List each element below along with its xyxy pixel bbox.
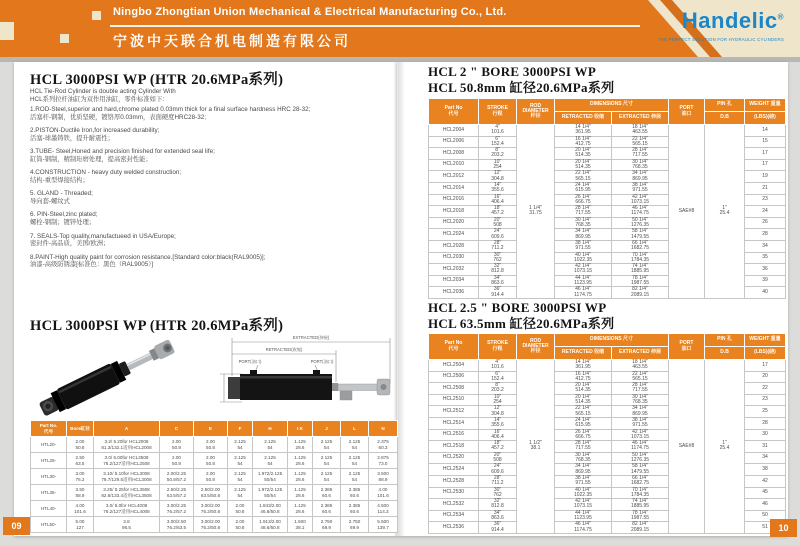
col-header: C	[160, 421, 194, 437]
dim-cell: 2.00 50.8	[194, 453, 228, 469]
table1-title-en: HCL 2 " BORE 3000PSI WP	[428, 64, 597, 79]
dim-cell: 2.50/2.25 63.5/57.2	[160, 485, 194, 501]
brand-tagline: THE PERFECT SOLUTION FOR HYDRAULIC CYLINDERS	[658, 37, 784, 42]
spec-cell: 46 1/4" 1174.75	[555, 522, 612, 534]
spec-cell: 24 1/4" 615.95	[555, 182, 612, 194]
spec-cell: 8" 203.2	[479, 383, 517, 395]
dim-cell: 3.00/2.00 76.2/50.8	[194, 501, 228, 517]
spec-cell: HCL2512	[429, 406, 479, 418]
spec-cell: 31	[745, 441, 786, 453]
spec-cell: 42 1/4" 1073.15	[612, 429, 669, 441]
spec-cell: 51	[745, 522, 786, 534]
dim-cell: 2.00 50.8	[160, 437, 194, 453]
page-number-left: 09	[3, 517, 30, 535]
spec-cell: 82 1/4" 2089.15	[612, 287, 669, 299]
diagram-label-extracted: EXTRACTED(伸展)	[292, 335, 330, 340]
dim-cell: HTL20-	[31, 437, 67, 453]
feature-item: 5. GLAND - Threaded; 导向套-螺纹式	[30, 190, 93, 206]
table2-title	[428, 300, 614, 332]
spec-cell: 66 1/4" 1682.75	[612, 475, 669, 487]
spec-cell: 28 1/4" 717.55	[612, 383, 669, 395]
dim-cell: HTL35-	[31, 485, 67, 501]
table1-title-cn: HCL 50.8mm 缸径20.6MPa系列	[428, 80, 615, 95]
spec-cell: 1" 25.4	[705, 125, 745, 299]
spec-cell: HCL2010	[429, 159, 479, 171]
spec-cell: 50	[745, 510, 786, 522]
spec-cell: 46 1/4" 1174.75	[555, 287, 612, 299]
decor-square	[60, 34, 69, 43]
spec-cell: 1 1/2" 38.1	[517, 360, 555, 534]
spec-cell: 18 1/4" 463.55	[612, 360, 669, 372]
spec-cell: HCL2528	[429, 475, 479, 487]
dim-cell: 2.50/2.00 63.5/50.8	[194, 485, 228, 501]
intro-line-cn: HCL系列拉杆油缸为双作用油缸，零件标准如下：	[30, 95, 169, 103]
dim-cell: 2.125 54	[253, 453, 288, 469]
spec-cell: HCL2024	[429, 229, 479, 241]
spec-cell: HCL2006	[429, 136, 479, 148]
spec-cell: HCL2510	[429, 394, 479, 406]
col-header: PIN 孔	[705, 334, 745, 347]
dim-cell: 2.125 54	[228, 437, 253, 453]
col-header: Part No 代号	[429, 99, 479, 125]
spec-cell: 22 1/4" 565.15	[612, 136, 669, 148]
spec-cell: 34" 863.6	[479, 510, 517, 522]
dim-cell: 2.125 54	[341, 469, 369, 485]
dim-cell: 3.0/ 5.0for HCL4008 76.2/127适用HCL4008	[94, 501, 160, 517]
col-header: Part No 代号	[429, 334, 479, 360]
spec-cell: 12" 304.8	[479, 171, 517, 183]
spec-cell: 30 1/4" 768.35	[612, 159, 669, 171]
dim-cell: 3.2/ 5.20for HCL2008 81.3/132.1适用HCL2008	[94, 437, 160, 453]
spec-cell: 78 1/4" 1987.55	[612, 275, 669, 287]
spec-cell: HCL2036	[429, 287, 479, 299]
spec-cell: 4" 101.6	[479, 125, 517, 137]
spec-cell: 25	[745, 406, 786, 418]
dim-cell: 1.913/2.00 48.6/50.8	[253, 517, 288, 533]
spec-cell: 50 1/4" 1276.35	[612, 217, 669, 229]
col-header: PIN 孔	[705, 99, 745, 112]
dim-cell: 2.385 60.6	[313, 485, 341, 501]
spec-cell: 26 1/4" 666.75	[555, 429, 612, 441]
spec-cell: 30	[745, 429, 786, 441]
decor-square	[0, 22, 14, 40]
section-title-series: HCL 3000PSI WP (HTR 20.6MPa系列)	[30, 72, 284, 88]
feature-item: 2.PISTON-Ductile Iron,for increased durability; 活塞-球墨铸铁，提升耐震性；	[30, 127, 160, 142]
spec-cell: 28" 711.2	[479, 240, 517, 252]
spec-cell: 28 1/4" 717.55	[612, 148, 669, 160]
dim-cell: 1.125 28.6	[288, 501, 313, 517]
dim-cell: 3.00/2.25 76.2/57.2	[160, 501, 194, 517]
col-header: DIMENSIONS 尺寸	[555, 334, 669, 347]
spec-cell: 32" 812.8	[479, 499, 517, 511]
spec-table-bore25	[428, 333, 786, 534]
dim-cell: 2.00 50.8	[228, 501, 253, 517]
spec-cell: 34 1/4" 869.95	[612, 406, 669, 418]
spec-cell: HCL2012	[429, 171, 479, 183]
spec-cell: 38 1/4" 971.55	[555, 475, 612, 487]
spec-cell: HCL2506	[429, 371, 479, 383]
intro-text	[30, 88, 370, 104]
spec-cell: HCL2520	[429, 452, 479, 464]
dim-cell: HTL30-	[31, 469, 67, 485]
dim-cell: 2.125 54	[341, 453, 369, 469]
dimension-diagram	[194, 330, 396, 422]
spec-cell: 34" 863.6	[479, 275, 517, 287]
col-header: WEIGHT 重量	[745, 334, 786, 347]
spec-cell: 14 1/4" 361.95	[555, 125, 612, 137]
dim-cell: 2.125 54	[313, 453, 341, 469]
spec-cell: 18" 457.2	[479, 441, 517, 453]
spec-cell: 16" 406.4	[479, 194, 517, 206]
brand-logo	[682, 8, 784, 34]
dim-cell: 2.875 73.0	[369, 453, 398, 469]
spec-cell: 36" 914.4	[479, 287, 517, 299]
spec-cell: HCL2032	[429, 264, 479, 276]
spec-cell: 45	[745, 487, 786, 499]
col-header: EXTRACTED 伸展	[612, 112, 669, 125]
col-header: Part No. 代号	[31, 421, 67, 437]
spec-cell: 40 1/4" 1022.35	[555, 252, 612, 264]
decor-square	[92, 11, 101, 20]
spec-cell: 32" 812.8	[479, 264, 517, 276]
dim-cell: 2.00 50.8	[160, 453, 194, 469]
spec-cell: HCL2536	[429, 522, 479, 534]
dim-table	[30, 420, 398, 533]
dim-cell: 2.125 54	[253, 437, 288, 453]
spec-cell: 10" 254	[479, 394, 517, 406]
spec-cell: 17	[745, 360, 786, 372]
spec-cell: 28" 711.2	[479, 475, 517, 487]
table2-title-cn: HCL 63.5mm 缸径20.6MPa系列	[428, 316, 615, 331]
spec-cell: 4" 101.6	[479, 360, 517, 372]
spec-cell: 28 1/4" 717.55	[555, 441, 612, 453]
spec-cell: 15	[745, 136, 786, 148]
dim-cell: 2.385 60.6	[313, 501, 341, 517]
col-header: PORT 油口	[669, 99, 705, 125]
spec-cell: 46 1/4" 1174.75	[612, 206, 669, 218]
col-header: L	[341, 421, 369, 437]
spec-cell: HCL2030	[429, 252, 479, 264]
feature-item: 8.PAINT-High quality paint for corrosion resistance.[Standard color:black(RAL9005)]; 油漆-高级防锈漆[标准色：黑色（RAL9005）]	[30, 253, 266, 269]
spec-cell: 34 1/4" 869.95	[612, 171, 669, 183]
dim-cell: 1.972/2.125 50/54	[253, 485, 288, 501]
spec-cell: 22 1/4" 565.15	[555, 406, 612, 418]
spec-cell: 34	[745, 240, 786, 252]
header-banner	[0, 0, 800, 57]
spec-cell: 20 1/4" 514.35	[555, 383, 612, 395]
dim-cell: 2.385 60.6	[341, 501, 369, 517]
spec-cell: 14 1/4" 361.95	[555, 360, 612, 372]
spec-cell: HCL2504	[429, 360, 479, 372]
dim-cell: 2.125 54	[341, 437, 369, 453]
dim-cell: 2.750 69.9	[341, 517, 369, 533]
dim-cell: 1.500 38.1	[288, 517, 313, 533]
spec-cell: HCL2034	[429, 275, 479, 287]
spec-cell: 24" 609.6	[479, 229, 517, 241]
spec-cell: 6" 152.4	[479, 136, 517, 148]
spec-cell: 38 1/4" 971.55	[612, 417, 669, 429]
col-header: STROKE 行程	[479, 334, 517, 360]
dim-cell: 2.125 54	[313, 469, 341, 485]
spec-cell: HCL2516	[429, 429, 479, 441]
dim-cell: 2.375 60.3	[369, 437, 398, 453]
spec-cell: 82 1/4" 2089.15	[612, 522, 669, 534]
spec-cell: 30 1/4" 768.35	[555, 217, 612, 229]
spec-cell: 38 1/4" 971.55	[612, 182, 669, 194]
spec-cell: 78 1/4" 1987.55	[612, 510, 669, 522]
dim-cell: 3.500 88.9	[369, 469, 398, 485]
spec-cell: 10" 254	[479, 159, 517, 171]
dim-cell: 1.972/2.125 50/54	[253, 469, 288, 485]
spec-cell: 74 1/4" 1885.95	[612, 264, 669, 276]
spec-cell: HCL2518	[429, 441, 479, 453]
spec-cell: HCL2524	[429, 464, 479, 476]
features-list	[30, 106, 375, 275]
spec-cell: 22 1/4" 565.15	[555, 171, 612, 183]
spec-cell: HCL2008	[429, 148, 479, 160]
spec-cell: HCL2514	[429, 417, 479, 429]
dim-cell: 3.25/ 5.25for HCL3508 82.6/133.4适用HCL3508	[94, 485, 160, 501]
spec-cell: 44 1/4" 1123.95	[555, 510, 612, 522]
spec-cell: HCL2530	[429, 487, 479, 499]
spec-cell: 28 1/4" 717.55	[555, 206, 612, 218]
spec-cell: 24" 609.6	[479, 464, 517, 476]
spec-cell: 26 1/4" 666.75	[555, 194, 612, 206]
spec-cell: 16 1/4" 412.75	[555, 136, 612, 148]
spec-cell: 28	[745, 417, 786, 429]
cylinder-photo	[30, 328, 192, 426]
spec-cell: 30" 762	[479, 487, 517, 499]
spec-cell: 74 1/4" 1885.95	[612, 499, 669, 511]
spec-cell: 30 1/4" 768.35	[555, 452, 612, 464]
spec-cell: HCL2028	[429, 240, 479, 252]
spec-cell: 30" 762	[479, 252, 517, 264]
dim-cell: 2.750 69.9	[313, 517, 341, 533]
spec-cell: HCL2016	[429, 194, 479, 206]
dim-cell: 2.00/2.25 50.8/57.2	[160, 469, 194, 485]
spec-cell: HCL2004	[429, 125, 479, 137]
spec-cell: HCL2534	[429, 510, 479, 522]
spec-cell: 42 1/4" 1073.15	[612, 194, 669, 206]
spec-cell: 38 1/4" 971.55	[555, 240, 612, 252]
spec-cell: 38	[745, 464, 786, 476]
dim-cell: 2.125 54	[228, 453, 253, 469]
dim-cell: 5.00 127	[67, 517, 94, 533]
col-header: STROKE 行程	[479, 99, 517, 125]
spec-cell: SAE#8	[669, 360, 705, 534]
col-header: F	[228, 421, 253, 437]
logo-area	[600, 0, 800, 57]
dim-cell: 5.500 139.7	[369, 517, 398, 533]
spec-cell: 40	[745, 287, 786, 299]
dim-cell: 2.385 60.6	[341, 485, 369, 501]
col-header: EXTRACTED 伸展	[612, 347, 669, 360]
spec-cell: 1" 25.4	[705, 360, 745, 534]
dim-cell: 2.125 54	[228, 469, 253, 485]
table1-title	[428, 64, 614, 96]
diagram-label-retracted: RETRACTED(收缩)	[265, 347, 303, 352]
spec-cell: 36" 914.4	[479, 522, 517, 534]
brand-logo-text: Handelic	[681, 8, 778, 33]
intro-line-en: HCL Tie-Rod Cylinder is double acting Cylinder With	[30, 88, 176, 95]
spec-cell: HCL2508	[429, 383, 479, 395]
dim-cell: HTL50-	[31, 517, 67, 533]
col-header: WEIGHT 重量	[745, 99, 786, 112]
spec-cell: 40 1/4" 1022.35	[555, 487, 612, 499]
dim-cell: 3.00/2.00 76.2/50.8	[194, 517, 228, 533]
col-header: ROD DIAMETER 杆径	[517, 99, 555, 125]
spec-cell: HCL2018	[429, 206, 479, 218]
col-header: E	[194, 421, 228, 437]
spec-cell: 30 1/4" 768.35	[612, 394, 669, 406]
spec-cell: 70 1/4" 1784.35	[612, 487, 669, 499]
spec-cell: 42	[745, 475, 786, 487]
spec-cell: 70 1/4" 1784.35	[612, 252, 669, 264]
col-header: RETRACTED 收缩	[555, 347, 612, 360]
spec-cell: 46	[745, 499, 786, 511]
col-header: (LBS)(磅)	[745, 112, 786, 125]
dim-cell: 4.00 101.6	[369, 485, 398, 501]
spec-cell: 26	[745, 217, 786, 229]
spec-cell: 66 1/4" 1682.75	[612, 240, 669, 252]
dim-cell: 3.00 76.2	[67, 469, 94, 485]
dim-cell: 2.00 50.8	[194, 437, 228, 453]
col-header: N	[369, 421, 398, 437]
col-header: PORT 油口	[669, 334, 705, 360]
col-header: ROD DIAMETER 杆径	[517, 334, 555, 360]
spec-cell: 20 1/4" 514.35	[555, 159, 612, 171]
dim-cell: 3.0/ 5.00for HCL2508 76.2/127适用HCL2508	[94, 453, 160, 469]
spec-cell: 24 1/4" 615.95	[555, 417, 612, 429]
spec-cell: 58 1/4" 1479.55	[612, 464, 669, 476]
spec-cell: 16" 406.4	[479, 429, 517, 441]
spec-cell: HCL2532	[429, 499, 479, 511]
spec-cell: HCL2020	[429, 217, 479, 229]
dim-cell: HTL40-	[31, 501, 67, 517]
spec-cell: 12" 304.8	[479, 406, 517, 418]
spec-cell: 1 1/4" 31.75	[517, 125, 555, 299]
table2-title-en: HCL 2.5 " BORE 3000PSI WP	[428, 300, 607, 315]
dim-cell: 1.125 28.6	[288, 485, 313, 501]
col-header: D.B	[705, 347, 745, 360]
spec-cell: 44 1/4" 1123.95	[555, 275, 612, 287]
spec-cell: SAE#8	[669, 125, 705, 299]
spec-cell: 28	[745, 229, 786, 241]
spec-cell: 17	[745, 148, 786, 160]
dim-cell: 1.843/2.00 46.8/50.8	[253, 501, 288, 517]
dim-cell: 2.00 50.8	[228, 517, 253, 533]
dim-cell: 4.500 114.3	[369, 501, 398, 517]
dim-cell: 2.125 54	[228, 485, 253, 501]
spec-cell: 20" 508	[479, 217, 517, 229]
spec-cell: 20	[745, 371, 786, 383]
feature-item: 6. PIN-Steel,zinc plated; 螺栓-钢制；镀锌处理；	[30, 211, 98, 227]
spec-cell: 18 1/4" 463.55	[612, 125, 669, 137]
spec-cell: 42 1/4" 1073.15	[555, 499, 612, 511]
dim-cell: 3.8 96.5	[94, 517, 160, 533]
spec-cell: 8" 203.2	[479, 148, 517, 160]
section-title-drawing: HCL 3000PSI WP (HTR 20.6MPa系列)	[30, 318, 284, 334]
spec-cell: 19	[745, 171, 786, 183]
company-name-cn: 宁波中天联合机电制造有限公司	[113, 33, 351, 49]
spec-cell: 34 1/4" 869.95	[555, 229, 612, 241]
dim-cell: 3.10/ 5.10for HCL3008 78.7/129.5适用HCL3008	[94, 469, 160, 485]
spec-cell: 39	[745, 275, 786, 287]
col-header: A	[94, 421, 160, 437]
spec-cell: 14	[745, 125, 786, 137]
spec-cell: 21	[745, 182, 786, 194]
spec-cell: 6" 152.4	[479, 371, 517, 383]
spec-cell: 46 1/4" 1174.75	[612, 441, 669, 453]
dim-cell: 2.00 50.8	[67, 437, 94, 453]
col-header: I K	[288, 421, 313, 437]
dim-cell: HTL25-	[31, 453, 67, 469]
spec-cell: 23	[745, 194, 786, 206]
spec-cell: 18" 457.2	[479, 206, 517, 218]
spec-cell: 20 1/4" 514.35	[555, 148, 612, 160]
dim-cell: 1.125 28.6	[288, 469, 313, 485]
dim-cell: 2.00 50.8	[194, 469, 228, 485]
company-name-en: Ningbo Zhongtian Union Mechanical & Electrical Manufacturing Co., Ltd.	[113, 6, 507, 18]
feature-item: 4.CONSTRUCTION - heavy duty welded construction; 结构-重型焊接结构；	[30, 169, 182, 185]
spec-cell: 36	[745, 264, 786, 276]
spec-cell: 17	[745, 159, 786, 171]
spec-cell: 35	[745, 252, 786, 264]
divider	[110, 25, 640, 27]
diagram-label-port1: PORT(油口)	[238, 359, 262, 364]
spec-cell: 50 1/4" 1276.35	[612, 452, 669, 464]
feature-item: 3.TUBE- Steel,Honed and precision finished for extended seal life; 缸筒-钢制，精制珩磨处理，提高密封性能；	[30, 148, 215, 163]
dim-cell: 1.125 28.6	[288, 453, 313, 469]
registered-mark: ®	[777, 12, 784, 22]
col-header: RETRACTED 收缩	[555, 112, 612, 125]
spec-cell: 14" 355.6	[479, 182, 517, 194]
spec-cell: 14" 355.6	[479, 417, 517, 429]
col-header: D.B	[705, 112, 745, 125]
spec-cell: 22	[745, 383, 786, 395]
col-header: H	[253, 421, 288, 437]
dim-cell: 3.00/2.50 76.2/63.5	[160, 517, 194, 533]
spec-cell: 34 1/4" 869.95	[555, 464, 612, 476]
dim-cell: 4.00 101.6	[67, 501, 94, 517]
spec-cell: 24	[745, 206, 786, 218]
dim-cell: 3.50 88.9	[67, 485, 94, 501]
diagram-label-port2: PORT(油口)	[310, 359, 334, 364]
spec-cell: 23	[745, 394, 786, 406]
spec-cell: 34	[745, 452, 786, 464]
col-header: (LBS)(磅)	[745, 347, 786, 360]
col-header: Bore缸径	[67, 421, 94, 437]
spec-cell: HCL2014	[429, 182, 479, 194]
dim-cell: 1.125 28.6	[288, 437, 313, 453]
feature-item: 7. SEALS-Top quality,manufactueed in USA/Europe; 密封件-高品质，美国/欧洲；	[30, 232, 176, 248]
spec-cell: 22 1/4" 565.15	[612, 371, 669, 383]
feature-item: 1.ROD-Steel,superior and hard,chrome plated 0.03mm thick for a final surface hardness HRC 28-32; 活塞杆-钢制，优质坚硬，镀铬厚0.03mm，表面硬度HRC28-32;	[30, 106, 311, 121]
spec-cell: 58 1/4" 1479.55	[612, 229, 669, 241]
spec-cell: 16 1/4" 412.75	[555, 371, 612, 383]
col-header: DIMENSIONS 尺寸	[555, 99, 669, 112]
spec-cell: 42 1/4" 1073.15	[555, 264, 612, 276]
dim-cell: 2.50 63.5	[67, 453, 94, 469]
page-number-right: 10	[770, 519, 797, 537]
spec-cell: 20 1/4" 514.35	[555, 394, 612, 406]
dim-cell: 2.125 54	[313, 437, 341, 453]
col-header: J	[313, 421, 341, 437]
spec-table-bore2	[428, 98, 786, 299]
spec-cell: 20" 508	[479, 452, 517, 464]
